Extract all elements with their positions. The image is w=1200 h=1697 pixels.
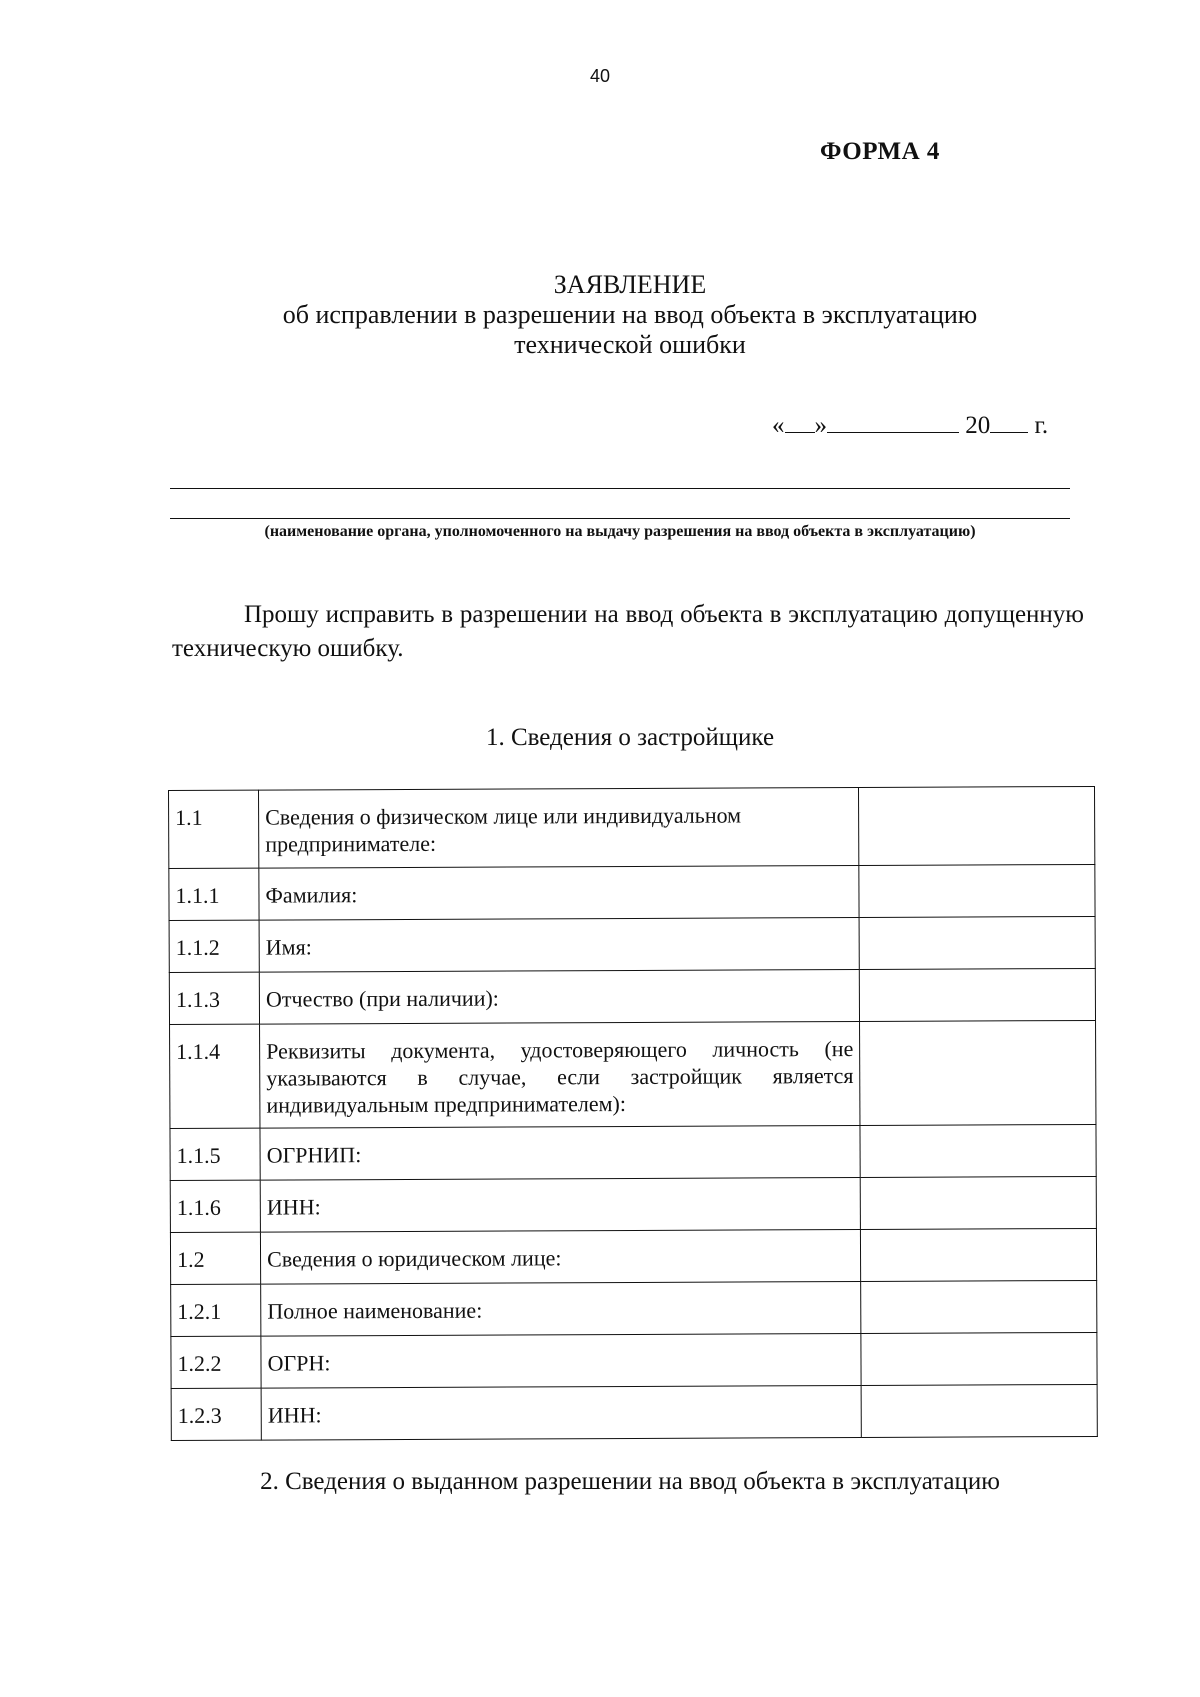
row-label: Отчество (при наличии):: [259, 969, 859, 1024]
row-label: Имя:: [259, 917, 859, 972]
org-name-line-2[interactable]: [170, 518, 1070, 519]
title-subtitle-line1: об исправлении в разрешении на ввод объекта в эксплуатацию: [282, 300, 978, 329]
row-value-cell[interactable]: [861, 1228, 1097, 1281]
row-value-cell[interactable]: [859, 864, 1095, 917]
form-label: ФОРМА 4: [820, 138, 940, 165]
year-prefix: 20: [965, 412, 991, 439]
title-subtitle-line2: технической ошибки: [514, 330, 746, 359]
row-value-cell[interactable]: [859, 786, 1095, 865]
day-blank[interactable]: [785, 410, 815, 433]
table-row: [169, 864, 1095, 920]
month-blank[interactable]: [827, 410, 959, 433]
section-2-heading: 2. Сведения о выданном разрешении на ввод объекта в эксплуатацию: [260, 1468, 1000, 1495]
row-number: 1.2.3: [171, 1388, 261, 1440]
page-number: 40: [589, 66, 611, 86]
document-title: [0, 270, 1200, 360]
row-label: Сведения о физическом лице или индивидуальном предпринимателе:: [259, 787, 859, 868]
row-number: 1.1.5: [170, 1128, 260, 1180]
applicant-info-table: [168, 786, 1098, 1441]
row-value-cell[interactable]: [861, 1332, 1097, 1385]
row-value-cell[interactable]: [859, 968, 1095, 1021]
section-1-heading: 1. Сведения о застройщике: [485, 724, 775, 751]
row-number: 1.1.4: [170, 1024, 261, 1128]
row-value-cell[interactable]: [861, 1384, 1097, 1437]
row-label: ИНН:: [260, 1177, 860, 1232]
table-row: [170, 1176, 1096, 1232]
table-row: [170, 1228, 1096, 1284]
request-paragraph: Прошу исправить в разрешении на ввод объекта в эксплуатацию допущенную техническую ошибку.: [172, 601, 1084, 662]
org-name-line-1[interactable]: [170, 488, 1070, 489]
row-label: Сведения о юридическом лице:: [260, 1229, 860, 1284]
date-close-quote: »: [814, 412, 827, 439]
year-blank[interactable]: [990, 410, 1028, 433]
table-row: [170, 1020, 1096, 1128]
year-suffix: г.: [1034, 412, 1049, 439]
table-row: [171, 1384, 1097, 1440]
row-number: 1.1: [169, 790, 259, 868]
row-label: ОГРН:: [261, 1333, 861, 1388]
row-value-cell[interactable]: [861, 1280, 1097, 1333]
row-value-cell[interactable]: [860, 1020, 1096, 1125]
row-value-cell[interactable]: [860, 1124, 1096, 1177]
row-number: 1.2: [170, 1232, 260, 1284]
row-number: 1.1.2: [169, 920, 259, 972]
row-number: 1.2.2: [171, 1336, 261, 1388]
date-field[interactable]: [772, 410, 1048, 440]
table-row: [170, 1124, 1096, 1180]
row-label: Полное наименование:: [261, 1281, 861, 1336]
row-label: Фамилия:: [259, 865, 859, 920]
row-number: 1.1.3: [169, 972, 259, 1024]
table-row: [171, 1280, 1097, 1336]
table-row: [169, 968, 1095, 1024]
table-row: [169, 786, 1095, 868]
row-number: 1.1.1: [169, 868, 259, 920]
row-value-cell[interactable]: [859, 916, 1095, 969]
row-number: 1.1.6: [170, 1180, 260, 1232]
date-open-quote: «: [772, 412, 785, 439]
row-label: Реквизиты документа, удостоверяющего личность (не указываются в случае, если застройщик является индивидуальным предпринимателем):: [260, 1021, 861, 1128]
row-label: ИНН:: [261, 1385, 861, 1440]
row-number: 1.2.1: [171, 1284, 261, 1336]
title-heading: ЗАЯВЛЕНИЕ: [553, 270, 707, 299]
org-caption: (наименование органа, уполномоченного на выдачу разрешения на ввод объекта в эксплуатацию): [264, 523, 976, 540]
row-value-cell[interactable]: [860, 1176, 1096, 1229]
table-row: [169, 916, 1095, 972]
row-label: ОГРНИП:: [260, 1125, 860, 1180]
table-row: [171, 1332, 1097, 1388]
